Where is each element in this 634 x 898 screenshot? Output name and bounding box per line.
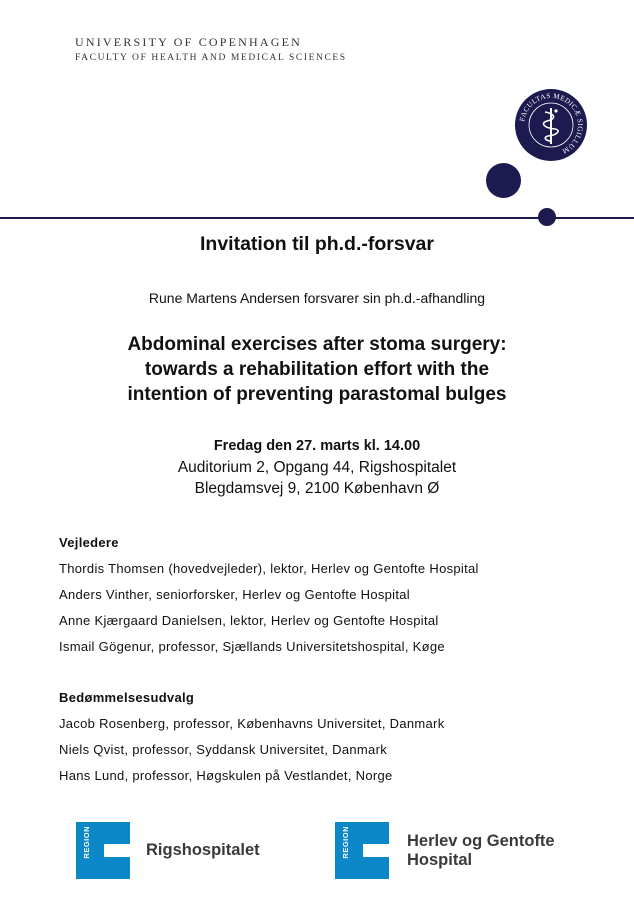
- thesis-title-line: Abdominal exercises after stoma surgery:: [127, 334, 507, 355]
- supervisor-item: Thordis Thomsen (hovedvejleder), lektor, Herlev og Gentofte Hospital: [59, 561, 479, 576]
- defense-date-time: Fredag den 27. marts kl. 14.00: [213, 438, 421, 454]
- herlev-name-line1: Herlev og Gentofte: [407, 832, 555, 850]
- region-label: REGION: [82, 826, 91, 859]
- supervisor-item: Anders Vinther, seniorforsker, Herlev og Gentofte Hospital: [59, 587, 411, 602]
- committee-member: Jacob Rosenberg, professor, Københavns Universitet, Danmark: [59, 716, 445, 731]
- committee-member: Niels Qvist, professor, Syddansk Universitet, Danmark: [59, 742, 388, 757]
- region-h-icon: [363, 822, 389, 879]
- candidate-line: Rune Martens Andersen forsvarer sin ph.d.-afhandling: [148, 290, 486, 306]
- decorative-dot-small: [538, 208, 556, 226]
- defense-address: Blegdamsvej 9, 2100 København Ø: [194, 480, 440, 497]
- thesis-title: [0, 332, 634, 407]
- rigshospitalet-logo: [76, 822, 276, 882]
- thesis-title-line: intention of preventing parastomal bulges: [127, 384, 507, 405]
- supervisors-heading: Vejledere: [59, 535, 119, 550]
- decorative-dot-large: [486, 163, 521, 198]
- region-logo-icon: [76, 822, 104, 879]
- university-name: UNIVERSITY OF COPENHAGEN: [75, 35, 303, 49]
- region-label: REGION: [341, 826, 350, 859]
- supervisor-item: Ismail Gögenur, professor, Sjællands Universitetshospital, Køge: [59, 639, 445, 654]
- region-h-icon: [104, 822, 130, 879]
- committee-heading: Bedømmelsesudvalg: [59, 690, 195, 705]
- herlev-gentofte-logo: [335, 822, 575, 882]
- thesis-title-line: towards a rehabilitation effort with the: [144, 359, 490, 380]
- seal-text: FACULTAS MEDICÆ SIGILLUM: [518, 91, 585, 156]
- herlev-name-line2: Hospital: [407, 851, 473, 869]
- defense-location: Auditorium 2, Opgang 44, Rigshospitalet: [177, 459, 457, 476]
- university-seal-icon: [514, 88, 588, 162]
- rigshospitalet-name: Rigshospitalet: [146, 841, 260, 859]
- region-logo-icon: [335, 822, 363, 879]
- supervisor-item: Anne Kjærgaard Danielsen, lektor, Herlev og Gentofte Hospital: [59, 613, 439, 628]
- faculty-name: FACULTY OF HEALTH AND MEDICAL SCIENCES: [75, 53, 347, 63]
- page-title: Invitation til ph.d.-forsvar: [199, 233, 434, 255]
- committee-member: Hans Lund, professor, Høgskulen på Vestlandet, Norge: [59, 768, 393, 783]
